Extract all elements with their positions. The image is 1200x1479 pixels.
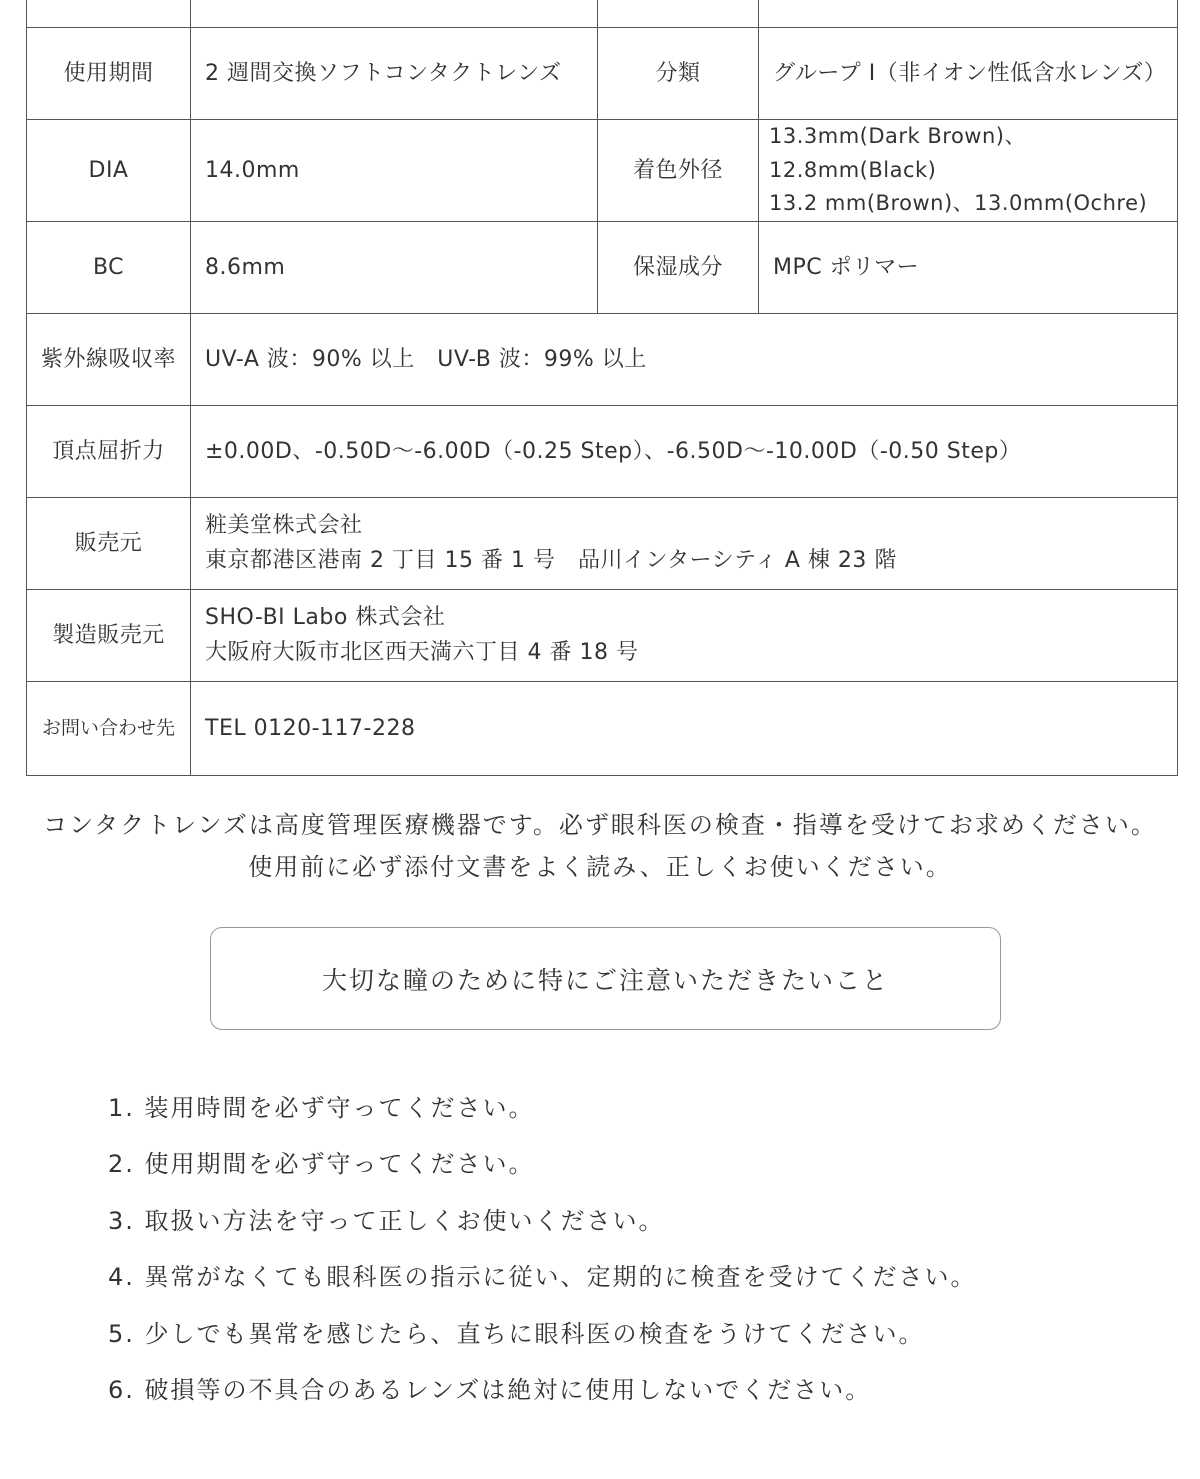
spec-label-dia: DIA [27,120,191,222]
spec-value-manufacturer [191,589,1178,681]
caution-item: 3. 取扱い方法を守って正しくお使いください。 [108,1206,665,1235]
spec-label-power: 頂点屈折力 [27,405,191,497]
spec-row-usage-period [27,28,1178,120]
spec-value-dia: 14.0mm [191,120,598,222]
caution-item: 2. 使用期間を必ず守ってください。 [108,1150,535,1179]
notice-line: 使用前に必ず添付文書をよく読み、正しくお使いください。 [248,853,952,881]
spec-value-bc: 8.6mm [191,221,598,313]
spec-value-usage-period: 2 週間交換ソフトコンタクトレンズ [191,28,598,120]
spec-value-distributor [191,497,1178,589]
caution-item: 1. 装用時間を必ず守ってください。 [108,1094,535,1122]
spec-value-moisturizer: MPC ポリマー [759,221,1178,313]
spec-value-power [191,405,1178,497]
contact-phone: TEL 0120-117-228 [205,715,416,741]
notice-line: コンタクトレンズは高度管理医療機器です。必ず眼科医の検査・指導を受けてお求めください。 [43,811,1157,839]
spec-label-uv-absorption: 紫外線吸収率 [27,313,191,405]
caution-heading: 大切な瞳のために特にご注意いただきたいこと [321,965,889,995]
spec-row-distributor [27,497,1178,589]
distributor-address: 東京都港区港南 2 丁目 15 番 1 号 品川インターシティ A 棟 23 階 [205,548,897,574]
spec-label-usage-period: 使用期間 [27,28,191,120]
spec-label-classification: 分類 [598,28,759,120]
caution-item: 5. 少しでも異常を感じたら、直ちに眼科医の検査をうけてください。 [108,1319,925,1348]
spec-label-contact: お問い合わせ先 [27,681,191,775]
spec-row-manufacturer [27,589,1178,681]
spec-row-bc [27,221,1178,313]
spec-row-dia [27,120,1178,222]
caution-heading-box [210,927,1001,1030]
spec-table-top-stub [27,0,1178,28]
spec-value-classification: グループ I（非イオン性低含水レンズ） [759,28,1178,120]
distributor-name: 粧美堂株式会社 [205,513,363,539]
spec-label-distributor: 販売元 [27,497,191,589]
caution-list [108,1080,977,1418]
spec-value-uv-absorption [191,313,1178,405]
spec-table [26,0,1178,776]
spec-row-uv-absorption [27,313,1178,405]
manufacturer-address: 大阪府大阪市北区西天満六丁目 4 番 18 号 [205,640,639,666]
caution-item: 4. 異常がなくても眼科医の指示に従い、定期的に検査を受けてください。 [108,1263,977,1292]
caution-item: 6. 破損等の不具合のあるレンズは絶対に使用しないでください。 [108,1375,872,1404]
uv-absorption-line: UV-A 波：90% 以上 UV-B 波：99% 以上 [205,346,647,372]
spec-label-manufacturer: 製造販売元 [27,589,191,681]
spec-row-contact [27,681,1178,775]
manufacturer-name: SHO-BI Labo 株式会社 [205,605,446,631]
medical-device-notice [0,804,1200,888]
colored-diameter-line: 13.3mm(Dark Brown)、12.8mm(Black) [769,124,1026,182]
spec-value-contact [191,681,1178,775]
spec-row-power [27,405,1178,497]
spec-label-bc: BC [27,221,191,313]
power-line: ±0.00D、-0.50D〜-6.00D（-0.25 Step）、-6.50D〜-10.00D（-0.50 Step） [205,438,1022,464]
spec-label-moisturizer: 保湿成分 [598,221,759,313]
spec-label-colored-diameter: 着色外径 [598,120,759,222]
spec-value-colored-diameter [759,120,1178,222]
colored-diameter-line: 13.2 mm(Brown)、13.0mm(Ochre) [769,191,1148,216]
